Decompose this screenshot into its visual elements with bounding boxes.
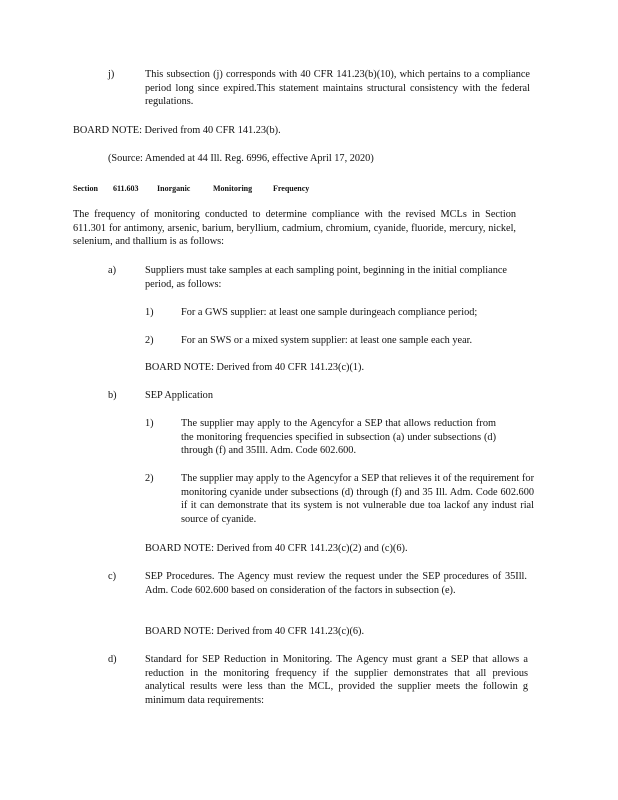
subsection-b-item-2-text: The supplier may apply to the Agencyfor a SEP that relieves it of the requirement for monitoring cyanide under subsections (d) through (f) and 35 Ill. Adm. Code 602.600 if it can demonstrate that its system is not vulnerable due toa lackof any indust rial source of cyanide. (181, 473, 534, 525)
section-number: 611.603 (113, 184, 139, 193)
subsection-a-board-note: BOARD NOTE: Derived from 40 CFR 141.23(c)(1). (145, 362, 365, 373)
subsection-b-label: b) (108, 390, 117, 401)
subsection-a-label: a) (108, 265, 116, 276)
subsection-a-item-2-label: 2) (145, 335, 154, 346)
section-title-word-3: Frequency (273, 184, 310, 193)
subsection-a-item-2-text: For an SWS or a mixed system supplier: at least one sample each year. (181, 335, 473, 346)
subsection-c-board-note: BOARD NOTE: Derived from 40 CFR 141.23(c)(6). (145, 626, 365, 637)
subsection-j-text: This subsection (j) corresponds with 40 CFR 141.23(b)(10), which pertains to a compliance period long since expired.This statement maintains structural consistency with the federal regulations. (145, 69, 530, 107)
subsection-c-label: c) (108, 571, 116, 582)
source-note: (Source: Amended at 44 Ill. Reg. 6996, effective April 17, 2020) (108, 153, 374, 164)
section-title-word-2: Monitoring (213, 184, 253, 193)
subsection-c-text: SEP Procedures. The Agency must review the request under the SEP procedures of 35Ill. Adm. Code 602.600 based on consideration of the factors in subsection (e). (145, 571, 527, 596)
subsection-a-item-1-label: 1) (145, 307, 154, 318)
section-title-word-1: Inorganic (157, 184, 191, 193)
subsection-a-text: Suppliers must take samples at each sampling point, beginning in the initial compliance period, as follows: (145, 265, 507, 290)
board-note-1: BOARD NOTE: Derived from 40 CFR 141.23(b). (73, 125, 281, 136)
subsection-j-label: j) (108, 69, 115, 80)
subsection-b-item-2-label: 2) (145, 473, 154, 484)
subsection-d-label: d) (108, 654, 117, 665)
subsection-a-item-1-text: For a GWS supplier: at least one sample duringeach compliance period; (181, 307, 478, 318)
subsection-d-text: Standard for SEP Reduction in Monitoring. The Agency must grant a SEP that allows a reduction in the monitoring frequency if the supplier demonstrates that all previous analytical results were less than the MCL, provided the supplier meets the followin g minimum data requirements: (145, 654, 528, 706)
subsection-b-item-1-text: The supplier may apply to the Agencyfor a SEP that allows reduction from the monitoring frequencies specified in subsection (a) under subsections (d) through (f) and 35Ill. Adm. Code 602.600. (181, 418, 496, 456)
section-label: Section (73, 184, 98, 193)
subsection-b-item-1-label: 1) (145, 418, 154, 429)
subsection-b-board-note: BOARD NOTE: Derived from 40 CFR 141.23(c)(2) and (c)(6). (145, 543, 408, 554)
intro-paragraph: The frequency of monitoring conducted to determine compliance with the revised MCLs in Section 611.301 for antimony, arsenic, barium, beryllium, cadmium, chromium, cyanide, fluoride, mercury, nickel, selenium, and thallium is as follows: (73, 209, 516, 247)
subsection-b-title: SEP Application (145, 390, 213, 401)
